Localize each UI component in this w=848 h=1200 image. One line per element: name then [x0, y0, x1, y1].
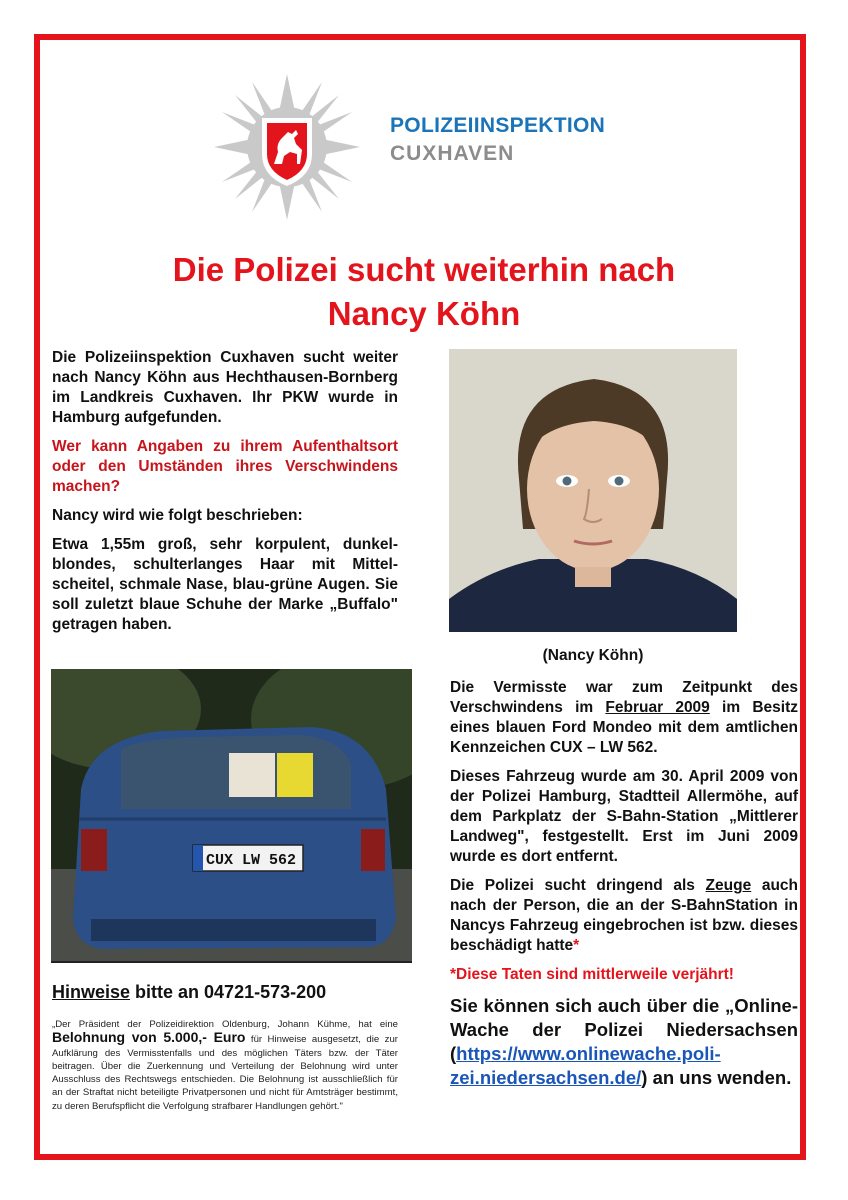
photo-caption: (Nancy Köhn) — [542, 647, 644, 664]
car-photo — [51, 669, 412, 963]
intro-paragraph: Die Polizeiinspektion Cuxhaven sucht weiter nach Nancy Köhn aus Hechthausen-Bornberg im Landkreis Cuxhaven. Ihr PKW wurde in Hamburg aufgefunden. — [52, 349, 398, 426]
headline-line1: Die Polizei sucht weiterhin nach — [172, 251, 676, 288]
vehicle-paragraph — [450, 678, 798, 758]
contact-line — [52, 982, 326, 1003]
witness-text-b: auch nach der Person, die an der S-BahnStation in Nancys Fahrzeug eingebrochen ist bzw. dieses beschädigt hatte — [450, 877, 799, 954]
description-paragraph: Etwa 1,55m groß, sehr korpulent, dunkelblondes, schulterlanges Haar mit Mittelscheitel, schmale Nase, blau-grüne Augen. Sie soll zuletzt blaue Schuhe der Marke „Buffalo" getragen haben. — [52, 536, 398, 633]
found-paragraph: Dieses Fahrzeug wurde am 30. April 2009 von der Polizei Hamburg, Stadtteil Allermöhe, auf dem Parkplatz der S-Bahn-Station „Mittlerer Landweg", festgestellt. Erst im Juni 2009 wurde es dort entfernt. — [450, 768, 798, 865]
police-star-emblem-icon — [212, 72, 362, 222]
portrait-photo — [449, 349, 737, 632]
online-text-b: ) an uns wenden. — [641, 1067, 792, 1088]
reward-amount: Belohnung von 5.000,- Euro — [52, 1029, 246, 1046]
question-paragraph: Wer kann Angaben zu ihrem Aufenthaltsort oder den Umständen ihres Verschwindens machen? — [52, 438, 398, 495]
logo-polizeiinspektion: POLIZEIINSPEKTION — [390, 114, 606, 137]
onlinewache-link[interactable]: https://www.onlinewache.polizei.niedersachsen.de/ — [450, 1043, 721, 1088]
vehicle-text-a: Die Vermisste war zum Zeitpunkt des Verschwindens im — [450, 679, 798, 716]
asterisk: * — [573, 937, 580, 954]
reward-part2: für Hinweise ausgesetzt, die zur Aufklärung des Vermisstenfalls und des möglichen Täters bzw. der Täter beitragen. Über die Zuerkennung und Verteilung der Belohnung wird unter Ausschluss des Rechtswegs entschieden. Die Belohnung ist ausschließlich für an der Straftat nicht beteiligte Privatpersonen und nicht für Amtsträger bestimmt, zu deren Berufspflicht die Verfolgung strafbarer Handlungen gehört." — [52, 1034, 398, 1112]
logo-cuxhaven: CUXHAVEN — [390, 142, 515, 165]
left-column — [52, 348, 398, 644]
witness-word: Zeuge — [705, 877, 752, 894]
vehicle-month: Februar 2009 — [605, 699, 710, 716]
online-paragraph — [450, 994, 798, 1090]
online-text-a: Sie können sich auch über die „Online-Wache der Polizei Niedersachsen ( — [450, 995, 798, 1064]
right-column — [450, 678, 798, 1099]
contact-phone: bitte an 04721-573-200 — [130, 982, 327, 1002]
vehicle-text-b: im Besitz eines blauen Ford Mondeo mit dem amtlichen Kennzeichen CUX – LW 562. — [450, 699, 798, 756]
statute-notice: *Diese Taten sind mittlerweile verjährt! — [450, 966, 734, 983]
witness-text-a: Die Polizei sucht dringend als — [450, 877, 706, 894]
license-plate-text: CUX LW 562 — [205, 852, 297, 869]
page-title — [60, 248, 788, 336]
reward-text — [52, 1018, 398, 1113]
headline-line2: Nancy Köhn — [327, 295, 521, 332]
witness-paragraph — [450, 876, 798, 956]
contact-label: Hinweise — [52, 982, 131, 1002]
reward-part1: „Der Präsident der Polizeidirektion Oldenburg, Johann Kühme, hat eine — [52, 1019, 398, 1030]
described-heading: Nancy wird wie folgt beschrieben: — [52, 507, 303, 524]
